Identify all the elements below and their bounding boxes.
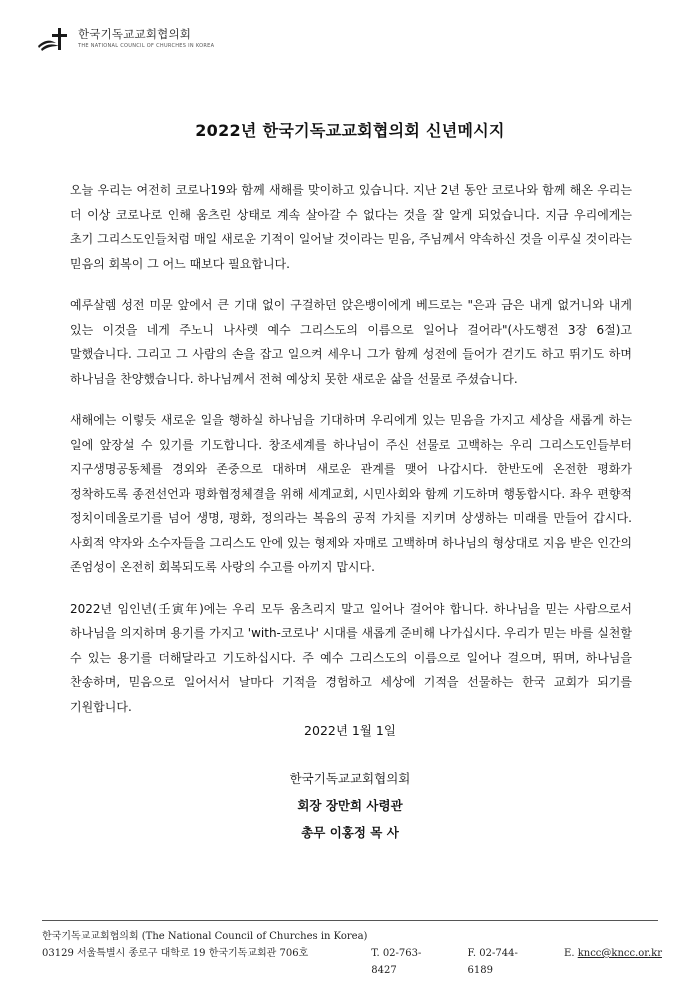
paragraph: 예루살렘 성전 미문 앞에서 큰 기대 없이 구걸하던 앉은뱅이에게 베드로는 "은과 금은 내게 없거니와 내게 있는 이것을 네게 주노니 나사렛 예수 그리스도의 이름으로 일어나 걸어라"(사도행전 3장 6절)고 말했습니다. 그리고 그 사람의 손을 잡고 일으켜 세우니 그가 함께 성전에 들어가 걷기도 하고 뛰기도 하며 하나님을 찬양했습니다. 하나님께서 전혀 예상치 못한 새로운 삶을 선물로 주셨습니다. — [70, 298, 632, 386]
signature-org: 한국기독교교회협의회 — [289, 771, 411, 786]
letterhead — [36, 22, 214, 56]
message-body — [70, 178, 632, 736]
cross-dove-logo-icon — [36, 25, 72, 53]
letterhead-org-name: 한국기독교교회협의회 — [78, 27, 192, 42]
footer-org-line: 한국기독교교회협의회 (The National Council of Churches in Korea) — [42, 931, 368, 942]
footer-fax: F. 02-744-6189 — [467, 948, 518, 976]
paragraph: 오늘 우리는 여전히 코로나19와 함께 새해를 맞이하고 있습니다. 지난 2년 동안 코로나와 함께 해온 우리는 더 이상 코로나로 인해 움츠린 상태로 계속 살아갈 수 없다는 것을 잘 알게 되었습니다. 지금 우리에게는 초기 그리스도인들처럼 매일 새로운 기적이 일어날 것이라는 믿음, 주님께서 약속하신 것을 이루실 것이라는 믿음의 회복이 그 어느 때보다 필요합니다. — [70, 183, 632, 271]
footer-address: 03129 서울특별시 종로구 대학로 19 한국기독교회관 706호 — [42, 948, 309, 959]
footer-email-label: E. — [564, 948, 575, 959]
document-date: 2022년 1월 1일 — [304, 723, 396, 738]
footer — [42, 928, 662, 979]
footer-email-link[interactable]: kncc@kncc.or.kr — [577, 948, 662, 959]
paragraph: 2022년 임인년(壬寅年)에는 우리 모두 움츠리지 말고 일어나 걸어야 합니다. 하나님을 믿는 사람으로서 하나님을 의지하며 용기를 가지고 'with-코로나' 시대를 새롭게 준비해 나가십시다. 우리가 믿는 바를 실천할 수 있는 용기를 더해달라고 기도하십시다. 주 예수 그리스도의 이름으로 일어나 걸으며, 뛰며, 하나님을 찬송하며, 믿음으로 일어서서 날마다 기적을 경험하고 세상에 기적을 선물하는 한국 교회가 되기를 기원합니다. — [70, 601, 632, 714]
signature-president: 회장 장만희 사령관 — [297, 798, 403, 813]
paragraph: 새해에는 이렇듯 새로운 일을 행하실 하나님을 기대하며 우리에게 있는 믿음을 가지고 세상을 새롭게 하는 일에 앞장설 수 있기를 기도합니다. 창조세계를 하나님이 주신 선물로 고백하는 우리 그리스도인들부터 지구생명공동체를 경외와 존중으로 대하며 새로운 관계를 맺어 나갑시다. 한반도에 온전한 평화가 정착하도록 종전선언과 평화협정체결을 위해 세계교회, 시민사회와 함께 기도하며 행동합시다. 좌우 편향적 정치이데올로기를 넘어 생명, 평화, 정의라는 복음의 공적 가치를 지키며 상생하는 미래를 만들어 갑시다. 사회적 약자와 소수자들을 그리스도 안에 있는 형제와 자매로 고백하며 하나님의 형상대로 지음 받은 인간의 존엄성이 온전히 회복되도록 사랑의 수고를 아끼지 맙시다. — [70, 413, 632, 574]
footer-divider — [42, 920, 658, 921]
document-title: 2022년 한국기독교교회협의회 신년메시지 — [195, 121, 505, 140]
footer-tel: T. 02-763-8427 — [371, 948, 422, 976]
signature-general-secretary: 총무 이홍정 목 사 — [301, 825, 399, 840]
signature-block — [0, 765, 700, 846]
letterhead-org-name-en: THE NATIONAL COUNCIL OF CHURCHES IN KOREA — [78, 42, 215, 49]
